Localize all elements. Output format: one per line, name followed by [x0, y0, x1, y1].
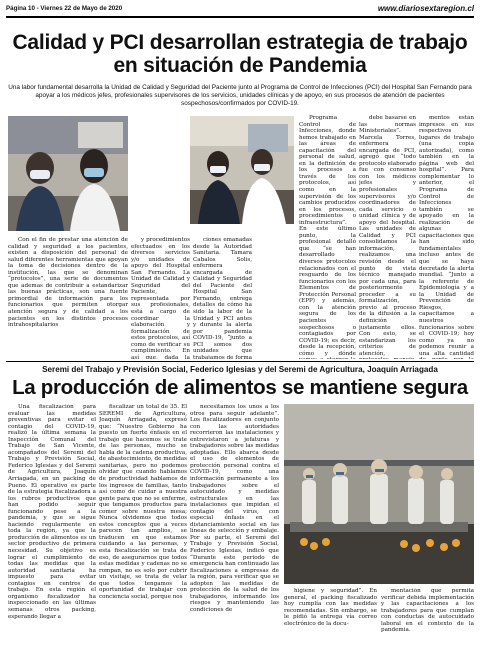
article1-title: Calidad y PCI desarrollan estrategia de trabajo en situación de Pandemia — [12, 31, 468, 77]
site-url[interactable]: www.diariosextaregion.cl — [377, 3, 474, 13]
article1-column-3: ciones emanadas desde la Autoridad Sanitaria. Tamara Cabalos Solis, enfermera encargada de Calidad y Seguridad del Paciente del Hospital San Fernando, entrega detalles de cómo ha sido la labor de la Unidad y PCI antes y durante la alerta por pandemia COVID-19, “junto a PCI somos dos unidades que trabajamos de forma — [193, 237, 252, 359]
article1-column-5: debe basarse en las normas Ministeriales”. Marcela Torres, enfermera encargada de PCI, agregó que “todo protocolo elaborado fue con consenso con los médicos jefes y profesionales supervisores y/o coordinadores de cada servicio o unidad clínica y de apoyo del hospital. Las unidades de Calidad y PCI consolidamos la información, realizamos una revisión desde el punto de vista técnico manejado por cada una, para posteriormente proceder a su formalización, previo al proceso de la difusión a la definición justamente ellos. Con esto, se estandarizan los criterios de atención, — [359, 115, 416, 357]
article2-photo-packing — [284, 404, 474, 584]
article1-lead: Una labor fundamental desarrolla la Unidad de Calidad y Seguridad del Paciente junto al Programa de Control de Infecciones (PCI) del Hospital San Fernando para apoyar a los médicos jefes, profesionales supervisores de los servicios, unidades clínicas y de apoyo, en sus procesos de atención de pacientes sospechosos/confirmados por COVID-19. — [8, 84, 472, 108]
article1-column-6: mentos están impresos en sus respectivos lugares de trabajo (una copia autorizada), como también en la página web del hospital”. Para complementar lo anterior, el Programa de Control de Infecciones también se apoyado en la realización de algunas capacitaciones que han sido fundamentales incluso antes de que se haya decretado la alerta mundial. “Junto a la referente de Epidemiología y a la Unidad de Prevención de Riesgos, capacitamos a nuestros funcionarios sobre el COVID-19; hoy como ya no podemos reunir a una alta cantidad — [419, 115, 474, 357]
article2-column-4: higiene y seguridad”. En general, el packing fiscalizado hoy cumplía con las medidas recomendadas. Sin embargo, se le pidió la entrega vía correo electrónico de la docu- — [284, 588, 377, 627]
article2-kicker: Seremi del Trabajo y Previsión Social, Federico Iglesias y del Seremi de Agricultura, Joaquín Arriagada — [42, 365, 438, 374]
article2-column-2: fiscalizar un total de 35. El SEREMI de Agricultura, Joaquín Arriagada, expresó que: “Nuestro Gobierno ha puesto un fuerte énfasis en el trabajo que hacemos se trate de las personas, mucho se habla de la cadena productiva, de abastecimiento, de medidas sanitarias, pero no podemos olvidar que cuando hablamos de productividad hablamos de los ingresos de familias, tanto así como de cuidar a nuestra gente para que no se enferme, que tengamos productos para comer sobre nuestra mesa; Nunca olvidemos que todos estos conceptos que a veces parecen tan amplios, se traducen en que estamos cuidando a las personas, y esta fiscalización se trata de eso, de asegurarnos que todos estas medidas y cadenas no se rompan, no es solo por cubrir un visitaje, se trata de velar que todos tengamos la oportunidad de trabajar con conciencia social, porque nos — [99, 404, 187, 600]
article2-column-5: mentación que permita verificar debida implementación y las capacitaciones a los trabajadores para que cumplan con conductas de autocuidado laboral en el contexto de la pandemia. — [381, 588, 474, 634]
article1-column-4: Programa Control de Infecciones, donde hemos trabajado en las áreas de capacitación del personal de salud, en la definición de los procesos a través de los protocolos, así como en la supervisión de los cambios producidos en los procesos, procedimientos o infraestructura”. En este último punto, la profesional detalló que “se han desarrollado diversos protocolos relacionados con el resguardo de los funcionarios con los Elementos de Protección Personal (EPP) y además, con la atención segura de los pacientes sospechosos o contagiados por COVID-19; es decir, desde la recepción, cómo y dónde — [299, 115, 356, 357]
article2-column-3: necesitamos los unos a los otros para seguir adelante”. Los fiscalizadores en conjunto con las autoridades recorrieron las instalaciones y entrevistaron a jefaturas y trabajadores sobre las medidas adoptadas. Ello abarca desde el uso de elementos de protección personal contra el COVID-19, como una información permanente a los trabajadores sobre el autocuidado y medidas estructurales en las instalaciones que impidan el contagio del virus, con especial énfasis en el distanciamiento social en las líneas de selección y embalaje. Por su parte, el Seremi del Trabajo y Previsión Social, Federico Iglesias, indicó que “Durante este periodo de emergencia han continuado las fiscalizaciones a empresas de la región, para verificar que se adopten las medidas de protección de la salud de los trabajadores, informando los riesgos y manteniendo las condiciones de — [190, 404, 279, 613]
section-rule — [6, 361, 474, 362]
article2-title: La producción de alimentos se mantiene segura — [12, 376, 468, 399]
article1-column-2: y procedimientos efectuados en los diversos servicios y/o unidades de apoyo del Hospital San Fernando. La Unidad de Calidad y Seguridad del Paciente, representada por sus profesionales, está a cargo de coordinar la elaboración y formalización de estos protocolos, así como de verificar su cumplimiento. En así que, dada la — [131, 237, 190, 359]
page-header — [6, 2, 474, 14]
article1-photo-left — [8, 116, 128, 231]
header-rule — [6, 16, 474, 18]
article2-column-1: Una fiscalización para evaluar las medidas preventivas para evitar el contagio del COVID-19, realizó la última semana la Inspección Comunal del Trabajo de San Vicente, acompañados del Seremi del Trabajo y Previsión Social, Federico Iglesias y del Seremi de Agricultura, Joaquín Arriagada, en un packing de Pueno. El operativo es parte de la estrategia fiscalizadora a los rubros productivos que han podido seguir funcionando pese a la pandemia, y que se sigue haciendo regularmente en toda la región, ya que la producción de alimentos es un sector productivo de primera necesidad. Su objetivo es lograr el cumplimiento de todas las medidas que la autoridad sanitaria ha impuesto para evitar contagios en centros de trabajo. En esta región el organismo fiscalizador ha inspeccionado en las últimas semanas otros packing, esperando llegar a — [8, 404, 96, 620]
page-info: Página 10 - Viernes 22 de Mayo de 2020 — [6, 4, 123, 12]
article1-column-1: Con el fin de prestar una atención de calidad y seguridad a los pacientes, existen a disposición del personal de salud diferentes herramientas que apoyan la toma de decisiones dentro de la institución, las que se denominan “protocolos”, una serie de documentos que ademas de contribuir a estandarizar las buenas prácticas, son una fuente primordial de información para los funcionarios que permiten otorgar atención segura y de calidad a los pacientes en los distintos procesos intrahospitalarios — [8, 237, 128, 329]
article1-photo-right — [190, 116, 294, 224]
